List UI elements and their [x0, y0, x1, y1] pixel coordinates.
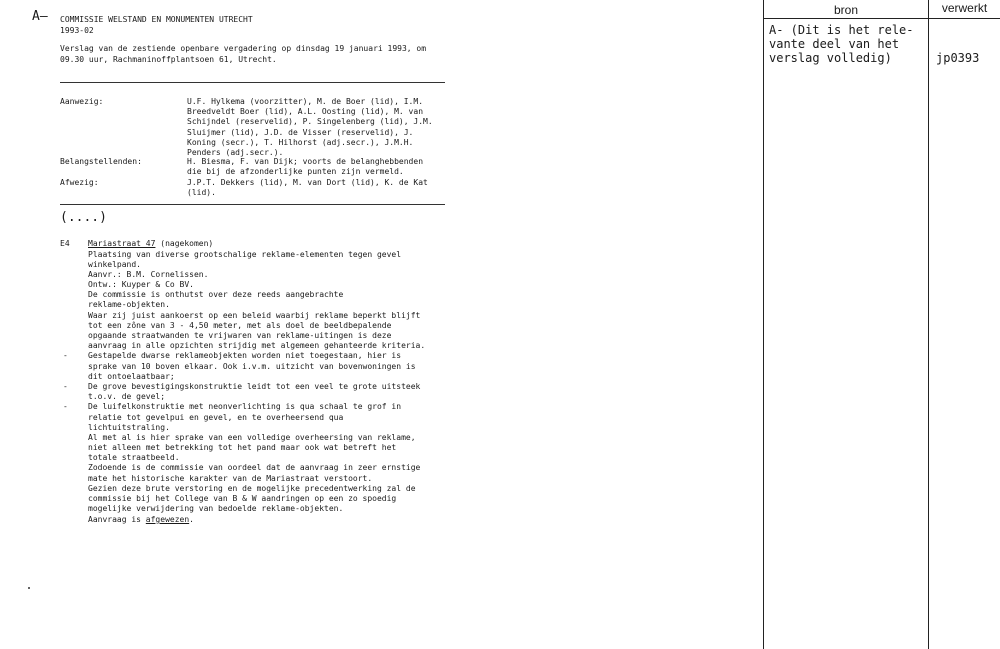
stakeholders-label: Belangstellenden: — [60, 157, 142, 166]
item-line-text: Ontw.: Kuyper & Co BV. — [88, 280, 194, 290]
divider-top — [60, 82, 445, 83]
absent-list — [187, 178, 428, 198]
divider-bottom — [60, 204, 445, 205]
item-line-text: tot een zône van 3 - 4,50 meter, met als doel de beeldbepalende — [88, 320, 392, 330]
bron-note — [769, 23, 914, 65]
item-line-text: mogelijke verwijdering van bedoelde reklame-objekten. — [88, 504, 344, 514]
bron-note-line: verslag volledig) — [769, 51, 892, 65]
item-line-text: t.o.v. de gevel; — [88, 392, 166, 402]
item-line-text: reklame-objekten. — [88, 300, 170, 310]
bullet-dash: - — [63, 402, 68, 412]
bullet-dash: - — [63, 351, 68, 361]
present-line: U.F. Hylkema (voorzitter), M. de Boer (lid), I.M. — [187, 97, 424, 106]
margin-dot — [28, 587, 30, 589]
item-street: Mariastraat 47 — [88, 239, 156, 248]
absent-line: (lid). — [187, 188, 216, 198]
bron-note-line: A- (Dit is het rele- — [769, 23, 914, 37]
present-line: Schijndel (reservelid), P. Singelenberg (lid), J.M. — [187, 117, 433, 127]
decision-prefix: Aanvraag is — [88, 515, 146, 524]
item-heading — [88, 239, 213, 249]
present-label: Aanwezig: — [60, 97, 104, 106]
present-line: Sluijmer (lid), J.D. de Visser (reservelid), J. — [187, 127, 414, 137]
item-line-text: totale straatbeeld. — [88, 453, 180, 463]
present-line: Koning (secr.), T. Hilhorst (adj.secr.), J.M.H. — [187, 137, 414, 147]
item-line-text: niet alleen met betrekking tot het pand maar ook wat betreft het — [88, 443, 397, 453]
intro-line-1: Verslag van de zestiende openbare vergadering op dinsdag 19 januari 1993, om — [60, 44, 427, 53]
item-line-text: Waar zij juist aankoerst op een beleid waarbij reklame beperkt blijft — [88, 310, 421, 320]
decision-suffix: . — [189, 515, 194, 524]
item-line-text: De grove bevestigingskonstruktie leidt tot een veel te grote uitsteek — [88, 381, 421, 391]
organization-name: COMMISSIE WELSTAND EN MONUMENTEN UTRECHT — [60, 15, 253, 24]
decision-word: afgewezen — [145, 515, 190, 524]
absent-line: J.P.T. Dekkers (lid), M. van Dort (lid), K. de Kat — [187, 178, 428, 187]
item-line-text: Gestapelde dwarse reklameobjekten worden niet toegestaan, hier is — [88, 351, 402, 361]
column-header-bron: bron — [833, 3, 859, 17]
item-line-text: Plaatsing van diverse grootschalige reklame-elementen tegen gevel — [88, 249, 402, 259]
item-line-text: lichtuitstraling. — [88, 422, 170, 432]
verwerkt-code: jp0393 — [936, 51, 980, 65]
absent-label: Afwezig: — [60, 178, 99, 187]
item-line-text: winkelpand. — [88, 259, 141, 269]
bullet-dash: - — [63, 381, 68, 391]
table-header-rule — [763, 18, 1000, 19]
item-line-text: Gezien deze brute verstoring en de mogelijke precedentwerking zal de — [88, 483, 416, 493]
present-line: Penders (adj.secr.). — [187, 148, 284, 158]
document-code: 1993-02 — [60, 26, 94, 35]
stakeholders-line: die bij de afzonderlijke punten zijn vermeld. — [187, 167, 404, 177]
item-line-text: Zodoende is de commissie van oordeel dat de aanvraag in zeer ernstige — [88, 463, 421, 473]
item-line-text: dit ontoelaatbaar; — [88, 371, 175, 381]
ellipsis-mark: (....) — [60, 210, 107, 225]
item-heading-suffix: (nagekomen) — [155, 239, 214, 248]
item-line-text: Aanvr.: B.M. Cornelissen. — [88, 269, 209, 279]
item-number: E4 — [60, 239, 70, 248]
item-line-text: Al met al is hier sprake van een volledige overheersing van reklame, — [88, 432, 416, 442]
item-line-text: opgaande straatwanden te vrijwaren van reklame-uitingen is deze — [88, 331, 392, 340]
present-list — [187, 97, 433, 158]
item-line-text: De commissie is onthutst over deze reeds aangebrachte — [88, 290, 344, 300]
column-header-verwerkt: verwerkt — [941, 1, 988, 15]
item-line-text: sprake van 10 boven elkaar. Ook i.v.m. uitzicht van bovenwoningen is — [88, 361, 416, 371]
item-line-text: aanvraag in alle opzichten strijdig met algemeen gehanteerde kriteria. — [88, 341, 426, 351]
item-decision — [88, 515, 194, 525]
table-column-divider — [928, 0, 929, 649]
item-line-text: De luifelkonstruktie met neonverlichting is qua schaal te grof in — [88, 402, 402, 412]
item-line-text: commissie bij het College van B & W aandringen op een zo spoedig — [88, 494, 397, 503]
stakeholders-line: H. Biesma, F. van Dijk; voorts de belanghebbenden — [187, 157, 424, 166]
item-line-text: mate het historische karakter van de Mariastraat verstoort. — [88, 473, 373, 483]
table-left-border — [763, 0, 764, 649]
intro-line-2: 09.30 uur, Rachmaninoffplantsoen 61, Utrecht. — [60, 55, 277, 64]
item-line-text: relatie tot gevelpui en gevel, en te overheersend qua — [88, 412, 344, 422]
document-marker: A— — [32, 9, 48, 24]
present-line: Breedveldt Boer (lid), A.L. Oosting (lid), M. van — [187, 107, 424, 117]
bron-note-line: vante deel van het — [769, 37, 900, 51]
stakeholders-list — [187, 157, 423, 177]
